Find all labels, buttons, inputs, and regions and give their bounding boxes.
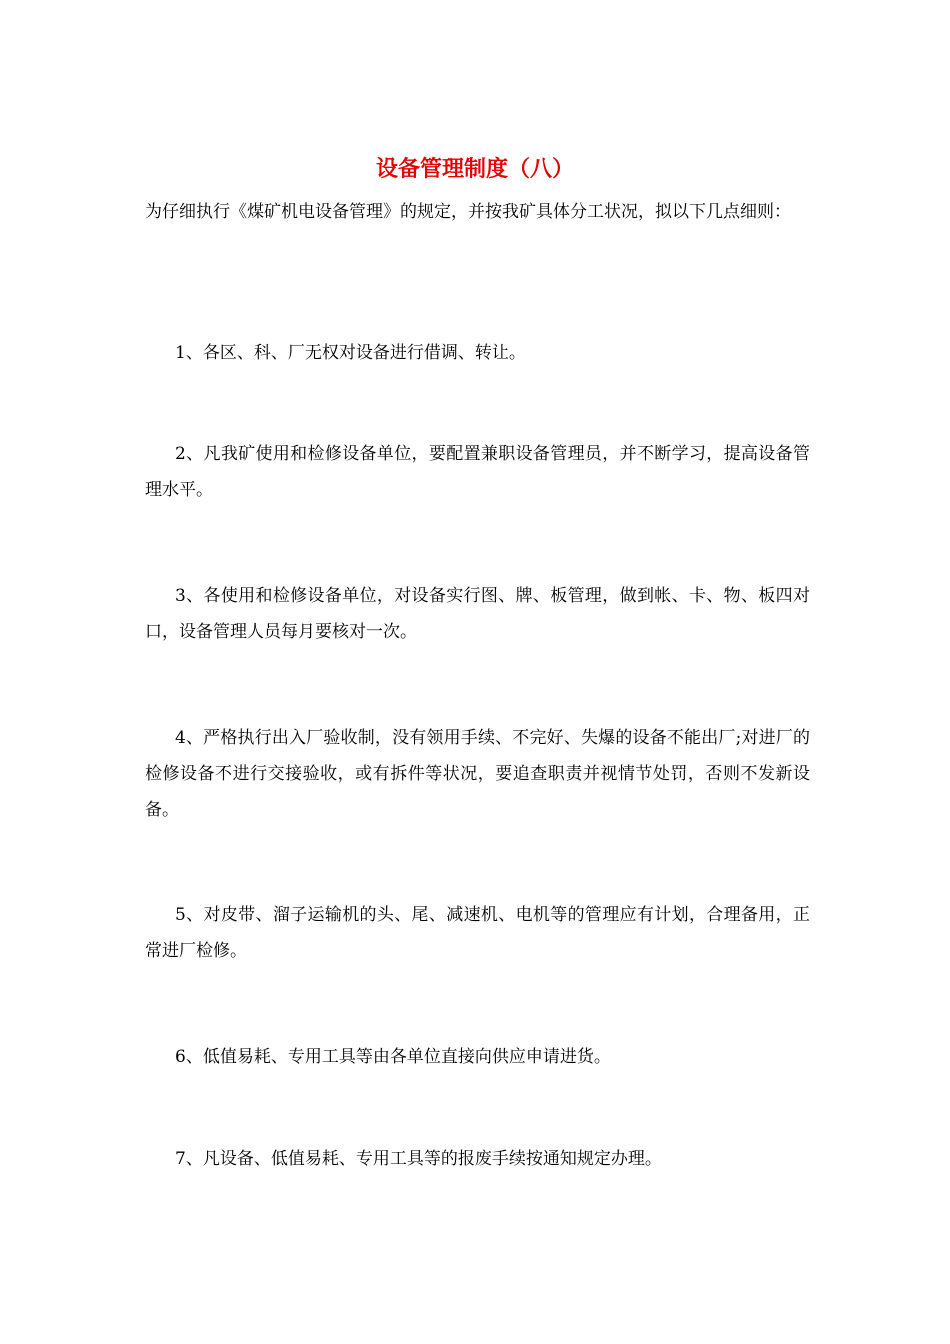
rule-item-7: 7、凡设备、低值易耗、专用工具等的报废手续按通知规定办理。 [175,1149,662,1169]
rule-item-6: 6、低值易耗、专用工具等由各单位直接向供应申请进货。 [175,1047,611,1067]
rule-item-2: 2、凡我矿使用和检修设备单位，要配置兼职设备管理员，并不断学习，提高设备管理水平。 [145,444,810,500]
rule-item-4: 4、严格执行出入厂验收制，没有领用手续、不完好、失爆的设备不能出厂;对进厂的检修设备不进行交接验收，或有拆件等状况，要追查职责并视情节处罚，否则不发新设备。 [145,728,810,820]
document-title: 设备管理制度（八） [375,157,574,182]
rule-item-1: 1、各区、科、厂无权对设备进行借调、转让。 [175,343,526,363]
rule-item-5: 5、对皮带、溜子运输机的头、尾、减速机、电机等的管理应有计划，合理备用，正常进厂检修。 [145,905,810,961]
intro-paragraph: 为仔细执行《煤矿机电设备管理》的规定，并按我矿具体分工状况，拟以下几点细则： [145,202,791,222]
rule-item-3: 3、各使用和检修设备单位，对设备实行图、牌、板管理，做到帐、卡、物、板四对口，设备管理人员每月要核对一次。 [145,586,810,642]
